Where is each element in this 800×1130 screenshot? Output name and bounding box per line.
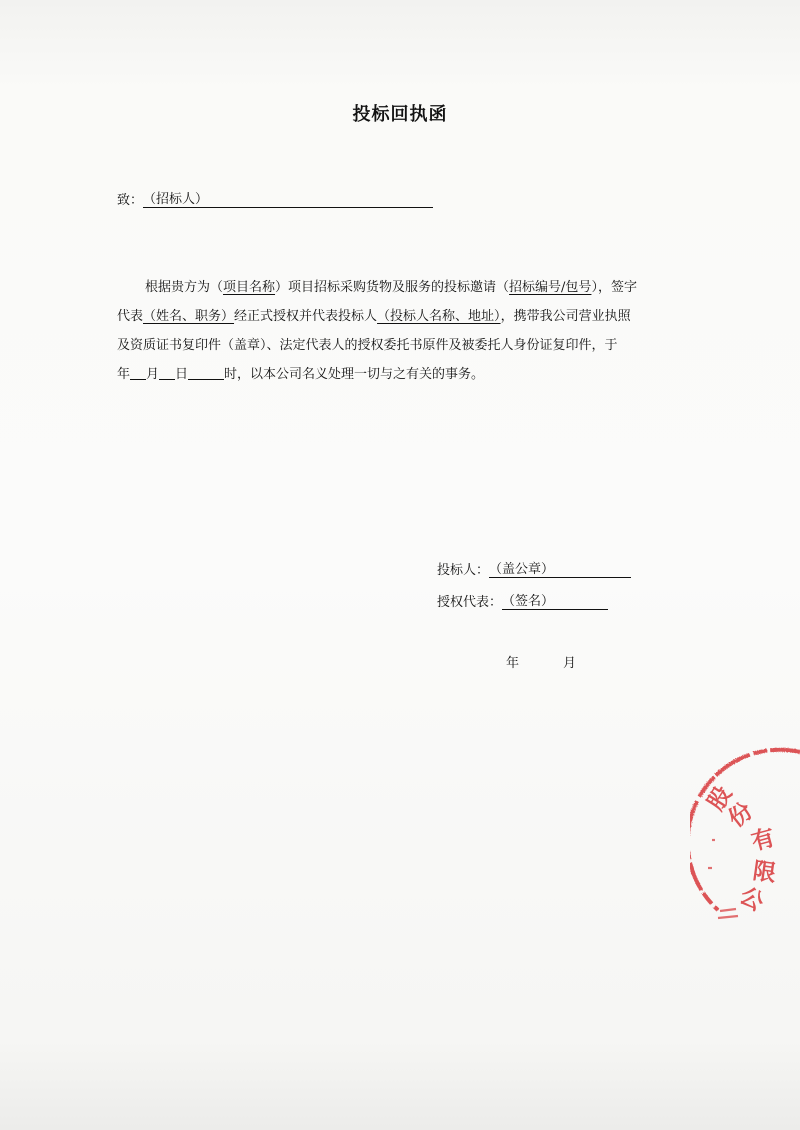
representative-name-field: （姓名、职务） — [143, 309, 235, 324]
day-label: 日 — [175, 367, 189, 382]
representative-signature-line — [437, 590, 608, 610]
bidder-value: （盖公章） — [489, 562, 555, 577]
addressee-line — [117, 188, 433, 208]
body-line-1 — [117, 273, 695, 302]
stamp-char: 限 — [751, 858, 778, 888]
year-label: 年 — [117, 367, 131, 382]
body-text-segment: 时，以本公司名义处理一切与之有关的事务。 — [224, 367, 485, 382]
body-text-segment: ）项目招标采购货物及服务的投标邀请（ — [275, 280, 510, 295]
tender-number-field: 招标编号/包号 — [509, 280, 592, 295]
stamp-char: 股 — [703, 781, 738, 816]
hour-blank — [188, 365, 224, 380]
body-text-segment: ，携带我公司营业执照 — [500, 309, 631, 324]
body-text-segment: ），签字 — [591, 280, 637, 295]
stamp-char: 公 — [735, 882, 768, 917]
project-name-field: 项目名称 — [223, 280, 276, 295]
date-year-label: 年 — [506, 656, 520, 671]
representative-label: 授权代表： — [437, 595, 503, 610]
body-line-2 — [117, 302, 695, 331]
addressee-field — [143, 188, 433, 208]
bidder-name-address-field: （投标人名称、地址） — [377, 309, 501, 324]
addressee-label: 致： — [117, 193, 144, 208]
stamp-char: 份 — [723, 798, 758, 833]
bidder-field — [489, 558, 631, 578]
body-text-segment: 经正式授权并代表投标人 — [234, 309, 378, 324]
page-title: 投标回执函 — [352, 104, 448, 125]
addressee-value: （招标人） — [143, 192, 209, 207]
date-month-label: 月 — [563, 656, 577, 671]
year-blank — [130, 365, 146, 380]
letter-body — [117, 273, 695, 389]
body-text-segment: 根据贵方为（ — [145, 280, 224, 295]
body-line-4 — [117, 360, 695, 389]
body-line-3: 及资质证书复印件（盖章）、法定代表人的授权委托书原件及被委托人身份证复印件，于 — [117, 338, 618, 353]
stamp-char: 有 — [748, 824, 778, 856]
company-seal-stamp — [690, 740, 800, 930]
representative-field — [502, 590, 608, 610]
bidder-label: 投标人： — [437, 563, 490, 578]
month-blank — [159, 365, 175, 380]
month-label: 月 — [146, 367, 160, 382]
body-text-segment: 代表 — [117, 309, 144, 324]
bidder-signature-line — [437, 558, 631, 578]
representative-value: （签名） — [502, 594, 555, 609]
